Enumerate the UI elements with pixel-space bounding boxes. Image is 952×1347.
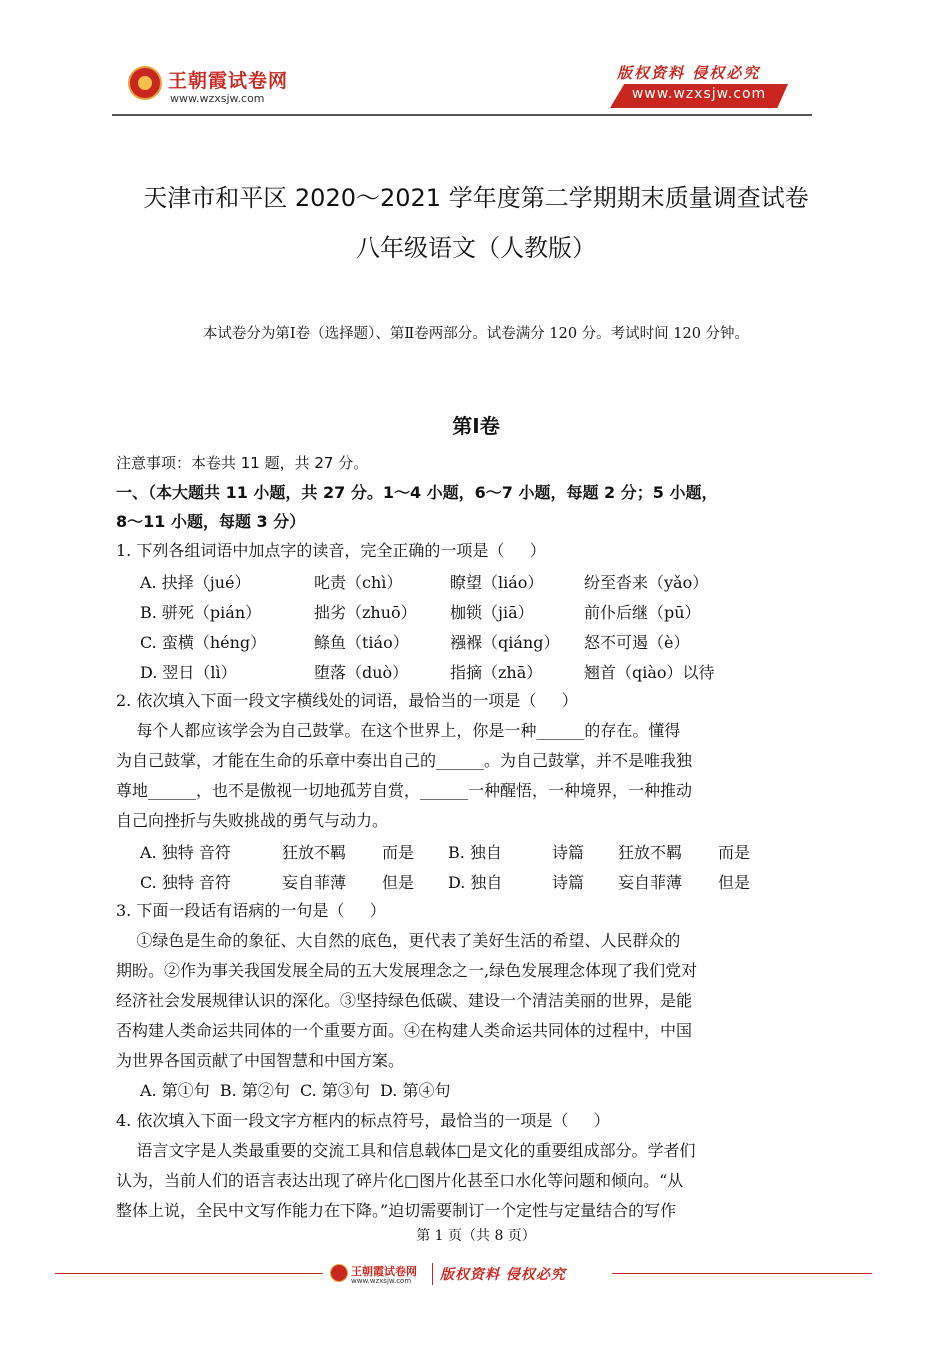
page-number: 第 1 页（共 8 页） [416,1228,536,1244]
q2-opt: B. 独自 [448,843,502,862]
section-header: 一、（本大题共 11 小题，共 27 分。1～4 小题，6～7 小题，每题 2 分；5 小题， [116,483,718,502]
q2-opt: 诗篇 [552,873,585,892]
q1-c-2: 鲦鱼（tiáo） [314,633,409,652]
question-4-stem: 4. 依次填入下面一段文字方框内的标点符号，最恰当的一项是（ ） [116,1111,610,1130]
q3-passage-line: 为世界各国贡献了中国智慧和中国方案。 [116,1051,405,1070]
question-1-stem: 1. 下列各组词语中加点字的读音，完全正确的一项是（ ） [116,541,546,560]
q4-passage-line: 语言文字是人类最重要的交流工具和信息载体□是文化的重要组成部分。学者们 [116,1141,696,1160]
q2-opt: 而是 [718,843,751,862]
exam-title: 天津市和平区 2020～2021 学年度第二学期期末质量调查试卷 [143,184,809,212]
copyright-notice: 版权资料 侵权必究 [617,64,761,82]
q2-opt: 诗篇 [552,843,585,862]
q2-passage-line: 为自己鼓掌，才能在生命的乐章中奏出自己的______。为自己鼓掌，并不是唯我独 [116,751,693,770]
q4-passage-line: 认为，当前人们的语言表达出现了碎片化□图片化甚至口水化等问题和倾向。“从 [116,1171,684,1190]
q2-opt: 狂放不羁 [618,843,683,862]
footer-brand-name: 王朝霞试卷网 [351,1265,417,1278]
footer-separator [432,1263,433,1285]
q1-c-4: 怒不可遏（è） [584,633,690,652]
q1-c-3: 襁褓（qiáng） [450,633,560,652]
q1-b-3: 枷锁（jiā） [450,603,534,622]
q1-d-2: 堕落（duò） [314,663,409,682]
q2-opt: D. 独自 [448,873,503,892]
q2-passage-line: 自己向挫折与失败挑战的勇气与动力。 [116,811,389,830]
brand-url: www.wzxsjw.com [170,92,265,105]
q2-passage-line: 尊地______，也不是傲视一切地孤芳自赏，______一种醒悟，一种境界，一种推动 [116,781,693,800]
q2-opt: A. 独特 音符 [140,843,231,862]
footer-logo-icon [330,1264,348,1282]
q1-d-1: D. 翌日（lì） [140,663,237,682]
q1-b-1: B. 骈死（pián） [140,603,262,622]
footer-line-left [55,1273,323,1274]
exam-intro: 本试卷分为第Ⅰ卷（选择题）、第Ⅱ卷两部分。试卷满分 120 分。考试时间 120 分钟。 [202,326,750,342]
q2-passage-line: 每个人都应该学会为自己鼓掌。在这个世界上，你是一种______的存在。懂得 [116,721,681,740]
q2-opt: 但是 [718,873,751,892]
q3-passage-line: 经济社会发展规律认识的深化。③坚持绿色低碳、建设一个清洁美丽的世界，是能 [116,991,693,1010]
q4-passage-line: 整体上说，全民中文写作能力在下降。”迫切需要制订一个定性与定量结合的写作 [116,1201,677,1220]
q2-opt: 但是 [382,873,415,892]
footer-copyright: 版权资料 侵权必究 [440,1267,566,1283]
q1-d-4: 翘首（qiào）以待 [584,663,715,682]
brand-name: 王朝霞试卷网 [168,70,289,92]
footer-brand-url[interactable]: www.wzxsjw.com [351,1277,412,1285]
q1-a-2: 叱责（chì） [314,573,403,592]
q2-opt: 而是 [382,843,415,862]
q1-a-1: A. 抉择（jué） [140,573,251,592]
footer-line-right [612,1273,872,1274]
question-2-stem: 2. 依次填入下面一段文字横线处的词语，最恰当的一项是（ ） [116,691,578,710]
section-header-cont: 8～11 小题，每题 3 分） [116,512,306,531]
q2-opt: 妄自菲薄 [282,873,347,892]
header-divider [112,114,812,116]
q1-d-3: 指摘（zhā） [450,663,543,682]
q1-a-4: 纷至沓来（yǎo） [584,573,709,592]
q3-passage-line: 否构建人类命运共同体的一个重要方面。④在构建人类命运共同体的过程中，中国 [116,1021,693,1040]
brand-logo-icon [128,66,162,100]
q1-a-3: 瞭望（liáo） [450,573,544,592]
q2-opt: 狂放不羁 [282,843,347,862]
site-url[interactable]: www.wzxsjw.com [631,86,767,102]
q2-opt: C. 独特 音符 [140,873,231,892]
notice: 注意事项：本卷共 11 题，共 27 分。 [116,454,369,472]
q1-b-4: 前仆后继（pū） [584,603,701,622]
q2-opt: 妄自菲薄 [618,873,683,892]
question-3-stem: 3. 下面一段话有语病的一句是（ ） [116,901,386,920]
q3-passage-line: 期盼。②作为事关我国发展全局的五大发展理念之一,绿色发展理念体现了我们党对 [116,961,698,980]
q3-passage-line: ①绿色是生命的象征、大自然的底色，更代表了美好生活的希望、人民群众的 [116,931,681,950]
q3-options: A. 第①句 B. 第②句 C. 第③句 D. 第④句 [140,1081,451,1100]
q1-b-2: 拙劣（zhuō） [314,603,417,622]
q1-c-1: C. 蛮横（héng） [140,633,267,652]
exam-subtitle: 八年级语文（人教版） [356,234,596,262]
volume-title: 第Ⅰ卷 [452,414,500,438]
